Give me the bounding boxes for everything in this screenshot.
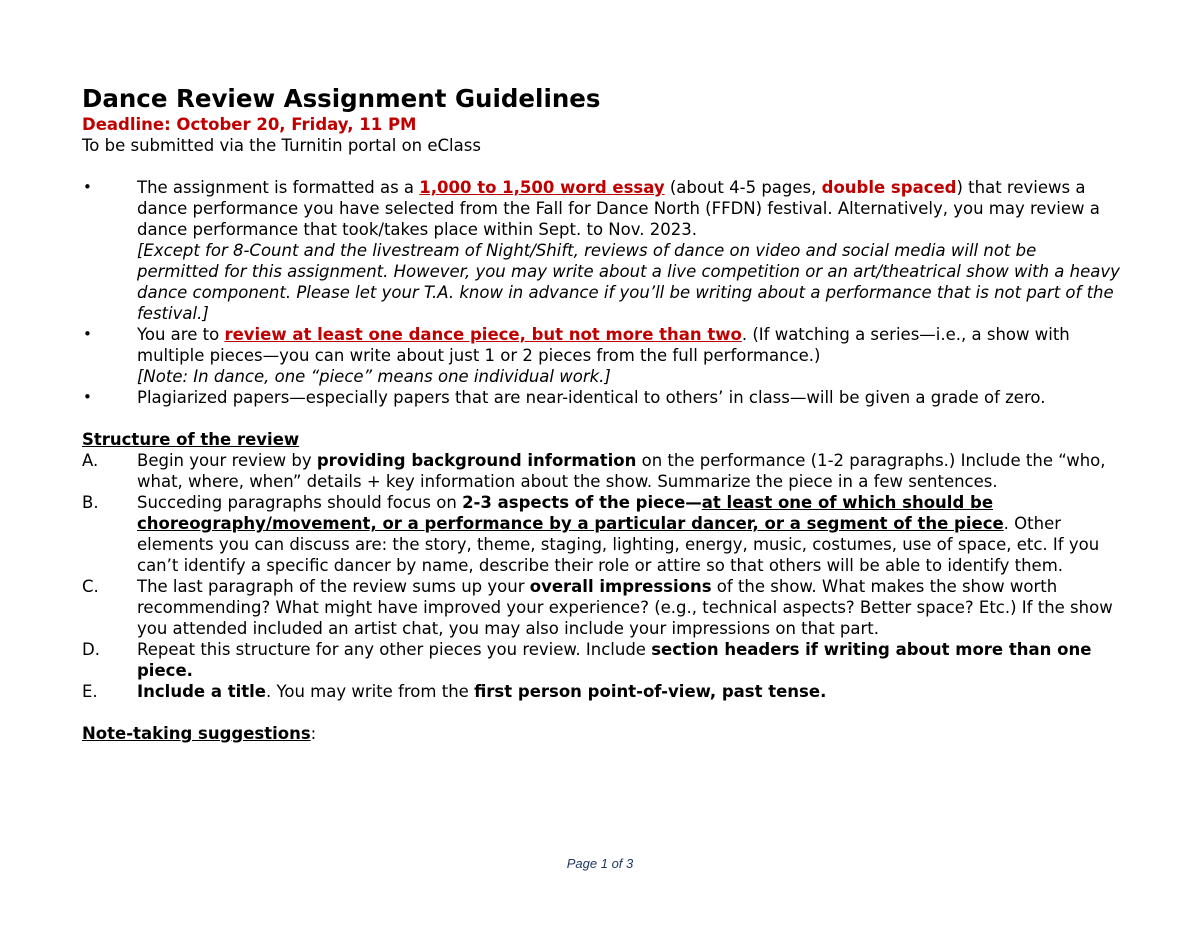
- item-emphasis-underlined: at least one of which should be choreography/movement, or a performance by a particular dancer, or a segment of the piece: [137, 493, 1004, 533]
- bullet-item-plagiarism: [82, 387, 1122, 408]
- item-emphasis: first person point-of-view, past tense.: [474, 682, 827, 701]
- bullet-note: [Note: In dance, one “piece” means one individual work.]: [137, 367, 611, 386]
- bullet-marker: •: [83, 388, 92, 406]
- deadline-line: Deadline: October 20, Friday, 11 PM: [82, 115, 417, 134]
- structure-item-a: [82, 450, 1122, 492]
- submission-line: To be submitted via the Turnitin portal on eClass: [82, 136, 481, 155]
- bullet-text: The assignment is formatted as a: [137, 178, 420, 197]
- bullet-marker: •: [83, 325, 92, 343]
- list-marker: D.: [82, 640, 100, 659]
- structure-item-c: [82, 576, 1122, 639]
- item-text: on the performance (1-2 paragraphs.) Include the “who, what, where, when” details + key information about the show. Summarize the piece in a few sentences.: [137, 451, 1106, 491]
- bullet-note: [Except for 8-Count and the livestream of Night/Shift, reviews of dance on video and social media will not be permitted for this assignment. However, you may write about a live competition or an art/theatrical show with a heavy dance component. Please let your T.A. know in advance if you’ll be writing about a performance that is not part of the festival.]: [137, 241, 1120, 323]
- bullet-text: . (If watching a series—i.e., a show with multiple pieces—you can write about just 1 or 2 pieces from the full performance.): [137, 325, 1070, 365]
- note-taking-line: [82, 723, 1122, 744]
- item-text: Begin your review by: [137, 451, 317, 470]
- bullet-item-format: [82, 177, 1122, 324]
- list-marker: C.: [82, 577, 99, 596]
- note-taking-heading: Note-taking suggestions: [82, 724, 311, 743]
- item-text: Succeding paragraphs should focus on: [137, 493, 463, 512]
- item-text: Repeat this structure for any other pieces you review. Include: [137, 640, 652, 659]
- structure-item-d: [82, 639, 1122, 681]
- bullet-text: (about 4-5 pages,: [664, 178, 822, 197]
- document-body: [82, 84, 1122, 744]
- structure-item-e: [82, 681, 1122, 702]
- pieces-highlight: review at least one dance piece, but not more than two: [224, 325, 742, 344]
- item-emphasis: Include a title: [137, 682, 266, 701]
- bullet-item-pieces: [82, 324, 1122, 387]
- bullet-text: You are to: [137, 325, 225, 344]
- list-marker: B.: [82, 493, 99, 512]
- bullet-text: ) that reviews a dance performance you have selected from the Fall for Dance North (FFDN) festival. Alternatively, you may review a dance performance that took/takes place within Sept. to Nov. 2023.: [137, 178, 1100, 239]
- double-spaced-highlight: double spaced: [821, 178, 957, 197]
- list-marker: E.: [82, 682, 98, 701]
- item-emphasis: section headers if writing about more than one piece.: [137, 640, 1092, 680]
- structure-heading: Structure of the review: [82, 430, 300, 449]
- structure-item-b: [82, 492, 1122, 576]
- item-text: . Other elements you can discuss are: the story, theme, staging, lighting, energy, music, costumes, use of space, etc. If you can’t identify a specific dancer by name, describe their role or attire so that others will be able to identify them.: [137, 514, 1100, 575]
- item-text: The last paragraph of the review sums up your: [137, 577, 530, 596]
- item-emphasis: 2-3 aspects of the piece—: [462, 493, 702, 512]
- heading-colon: :: [310, 724, 317, 743]
- item-emphasis: overall impressions: [529, 577, 712, 596]
- item-text: . You may write from the: [265, 682, 475, 701]
- word-count-highlight: 1,000 to 1,500 word essay: [419, 178, 665, 197]
- item-text: of the show. What makes the show worth recommending? What might have improved your experience? (e.g., technical aspects? Better space? Etc.) If the show you attended included an artist chat, you may also include your impressions on that part.: [137, 577, 1113, 638]
- bullet-text: Plagiarized papers—especially papers that are near-identical to others’ in class—will be given a grade of zero.: [137, 388, 1046, 407]
- document-title: Dance Review Assignment Guidelines: [82, 84, 601, 113]
- list-marker: A.: [82, 451, 99, 470]
- item-emphasis: providing background information: [316, 451, 637, 470]
- bullet-marker: •: [83, 178, 92, 196]
- page-number-footer: Page 1 of 3: [566, 856, 634, 871]
